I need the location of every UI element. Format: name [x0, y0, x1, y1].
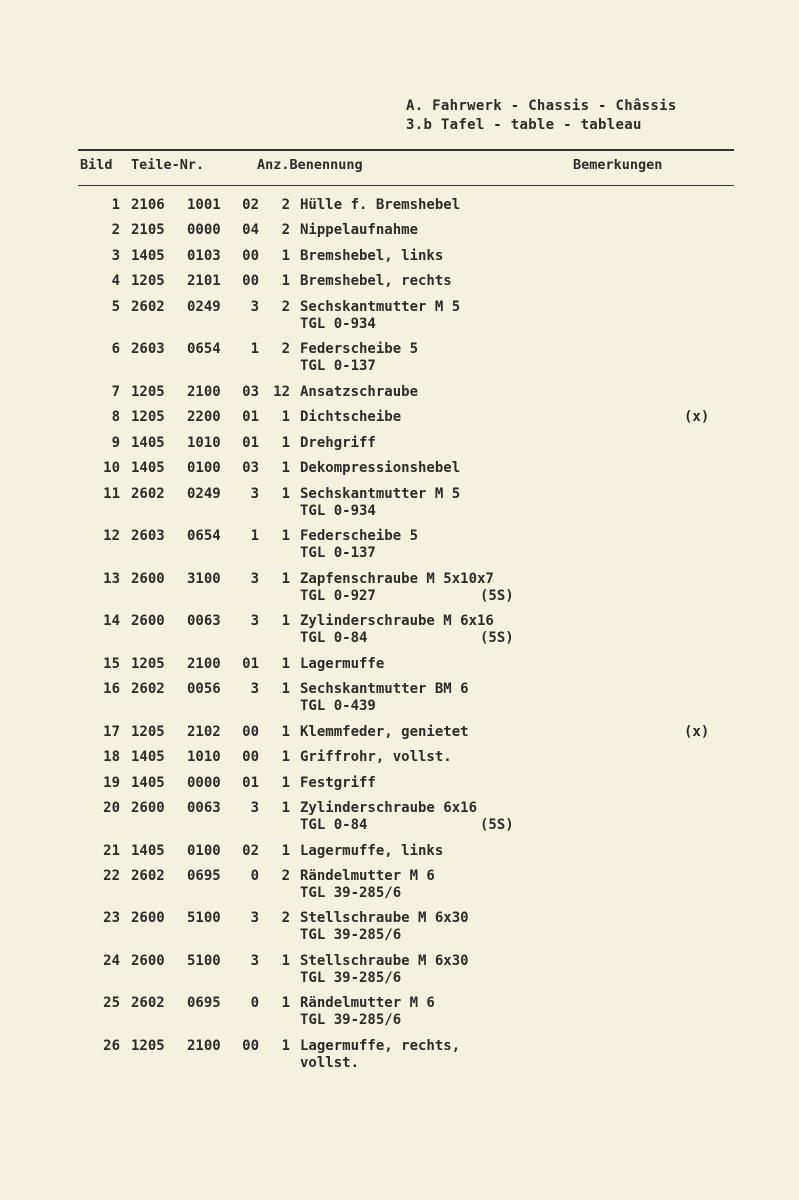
part-number-group-3: 0 [250, 995, 259, 1011]
part-designation [300, 341, 418, 375]
figure-number: 15 [103, 656, 120, 672]
part-number-group-3: 3 [250, 681, 259, 697]
header-rule-top [78, 149, 734, 151]
part-name: Zapfenschraube M 5x10x7 [300, 571, 494, 587]
part-number-group-2: 2100 [187, 384, 221, 400]
part-number-group-2: 0249 [187, 486, 221, 502]
part-name: Ansatzschraube [300, 384, 419, 400]
part-number-group-3: 3 [250, 613, 259, 629]
part-name: Zylinderschraube 6x16 [300, 800, 478, 816]
quantity: 1 [281, 273, 290, 289]
part-number-group-3: 04 [242, 222, 259, 238]
figure-number: 12 [103, 528, 120, 544]
part-standard: TGL 0-84 [300, 817, 368, 833]
part-name: Lagermuffe, rechts, [300, 1038, 461, 1054]
part-name: Nippelaufnahme [300, 222, 419, 238]
part-designation [300, 571, 514, 605]
figure-number: 10 [103, 460, 120, 476]
quantity: 1 [281, 571, 290, 587]
part-number-group-1: 1405 [131, 460, 165, 476]
figure-number: 22 [103, 868, 120, 884]
quantity: 1 [281, 843, 290, 859]
quantity: 2 [281, 341, 290, 357]
part-number-group-2: 0103 [187, 248, 221, 264]
part-number-group-1: 1205 [131, 1038, 165, 1054]
column-header-bemerkungen: Bemerkungen [573, 157, 663, 173]
quantity: 2 [281, 197, 290, 213]
part-number-group-2: 2102 [187, 724, 221, 740]
part-name: Sechskantmutter BM 6 [300, 681, 469, 697]
part-name: Klemmfeder, genietet [300, 724, 469, 740]
quantity: 1 [281, 435, 290, 451]
quantity: 1 [281, 460, 290, 476]
quantity: 1 [281, 995, 290, 1011]
figure-number: 9 [111, 435, 120, 451]
part-number-group-3: 02 [242, 197, 259, 213]
part-number-group-2: 1010 [187, 749, 221, 765]
part-standard: TGL 39-285/6 [300, 970, 402, 986]
figure-number: 23 [103, 910, 120, 926]
part-number-group-3: 1 [250, 528, 259, 544]
part-number-group-1: 2106 [131, 197, 165, 213]
part-designation [300, 248, 443, 265]
part-name: Dichtscheibe [300, 409, 402, 425]
quantity: 1 [281, 409, 290, 425]
part-number-group-3: 03 [242, 460, 259, 476]
part-designation [300, 409, 401, 426]
part-name: Stellschraube M 6x30 [300, 910, 469, 926]
part-number-group-2: 2100 [187, 1038, 221, 1054]
part-designation [300, 222, 418, 239]
part-number-group-2: 0695 [187, 995, 221, 1011]
part-number-group-3: 01 [242, 409, 259, 425]
part-name: Bremshebel, rechts [300, 273, 452, 289]
part-number-group-3: 1 [250, 341, 259, 357]
quantity: 1 [281, 656, 290, 672]
part-number-group-3: 3 [250, 486, 259, 502]
part-designation [300, 681, 469, 715]
part-number-group-1: 1405 [131, 749, 165, 765]
part-number-group-1: 1205 [131, 273, 165, 289]
quantity: 1 [281, 486, 290, 502]
part-number-group-1: 1405 [131, 435, 165, 451]
part-designation [300, 273, 452, 290]
part-designation [300, 995, 435, 1029]
part-number-group-1: 2603 [131, 341, 165, 357]
remark: (x) [684, 724, 710, 740]
part-name: Griffrohr, vollst. [300, 749, 452, 765]
part-designation [300, 724, 469, 741]
part-number-group-3: 00 [242, 1038, 259, 1054]
quantity: 1 [281, 749, 290, 765]
part-number-group-1: 2602 [131, 486, 165, 502]
part-name: Lagermuffe [300, 656, 385, 672]
part-number-group-1: 1405 [131, 775, 165, 791]
part-number-group-1: 1205 [131, 409, 165, 425]
part-designation [300, 435, 376, 452]
part-number-group-1: 2602 [131, 868, 165, 884]
part-number-group-2: 2100 [187, 656, 221, 672]
part-number-group-2: 0063 [187, 613, 221, 629]
figure-number: 6 [111, 341, 120, 357]
quantity: 12 [273, 384, 290, 400]
part-number-group-3: 3 [250, 910, 259, 926]
figure-number: 26 [103, 1038, 120, 1054]
header-rule-bottom [78, 185, 734, 186]
part-number-group-2: 0249 [187, 299, 221, 315]
part-name: Stellschraube M 6x30 [300, 953, 469, 969]
column-header-teile-nr: Teile-Nr. [131, 157, 205, 173]
quantity: 1 [281, 681, 290, 697]
part-designation [300, 775, 376, 792]
part-designation [300, 868, 435, 902]
part-designation [300, 528, 418, 562]
part-designation [300, 384, 418, 401]
part-standard: TGL 39-285/6 [300, 927, 402, 943]
part-number-group-3: 02 [242, 843, 259, 859]
part-number-group-1: 2603 [131, 528, 165, 544]
column-header-anz-benennung: Anz.Benennung [257, 157, 363, 173]
part-standard: TGL 0-137 [300, 545, 376, 561]
quantity: 1 [281, 528, 290, 544]
figure-number: 7 [111, 384, 120, 400]
part-standard: TGL 39-285/6 [300, 885, 402, 901]
part-number-group-2: 0695 [187, 868, 221, 884]
quantity: 2 [281, 868, 290, 884]
part-number-group-1: 2600 [131, 910, 165, 926]
part-standard: TGL 0-927 [300, 588, 376, 604]
part-number-group-1: 1205 [131, 724, 165, 740]
figure-number: 19 [103, 775, 120, 791]
section-title: A. Fahrwerk - Chassis - Châssis [406, 98, 677, 114]
part-standard: TGL 0-439 [300, 698, 376, 714]
part-name: Sechskantmutter M 5 [300, 299, 461, 315]
figure-number: 20 [103, 800, 120, 816]
part-name: Hülle f. Bremshebel [300, 197, 461, 213]
part-number-group-3: 03 [242, 384, 259, 400]
column-header-bild: Bild [80, 157, 113, 173]
part-number-group-3: 00 [242, 248, 259, 264]
figure-number: 21 [103, 843, 120, 859]
part-standard: vollst. [300, 1055, 360, 1071]
part-name: Lagermuffe, links [300, 843, 444, 859]
figure-number: 8 [111, 409, 120, 425]
part-designation [300, 460, 460, 477]
quantity: 2 [281, 910, 290, 926]
figure-number: 24 [103, 953, 120, 969]
part-number-group-1: 1405 [131, 248, 165, 264]
quantity: 1 [281, 1038, 290, 1054]
figure-number: 11 [103, 486, 120, 502]
remark: (x) [684, 409, 710, 425]
part-standard: TGL 0-934 [300, 503, 376, 519]
part-designation [300, 749, 452, 766]
part-designation [300, 197, 460, 214]
part-name: Zylinderschraube M 6x16 [300, 613, 494, 629]
figure-number: 1 [111, 197, 120, 213]
part-name: Rändelmutter M 6 [300, 868, 435, 884]
part-number-group-2: 0654 [187, 341, 221, 357]
part-number-group-2: 5100 [187, 953, 221, 969]
part-number-group-2: 0100 [187, 460, 221, 476]
quantity: 1 [281, 613, 290, 629]
part-number-group-3: 01 [242, 775, 259, 791]
part-number-group-2: 2200 [187, 409, 221, 425]
part-name: Dekompressionshebel [300, 460, 461, 476]
part-number-group-2: 3100 [187, 571, 221, 587]
part-number-group-3: 0 [250, 868, 259, 884]
part-standard: TGL 0-137 [300, 358, 376, 374]
part-designation [300, 1038, 460, 1072]
part-number-group-1: 2105 [131, 222, 165, 238]
part-number-group-2: 1010 [187, 435, 221, 451]
figure-number: 5 [111, 299, 120, 315]
figure-number: 13 [103, 571, 120, 587]
part-number-group-2: 0063 [187, 800, 221, 816]
part-name: Drehgriff [300, 435, 376, 451]
quantity: 2 [281, 222, 290, 238]
part-number-group-3: 3 [250, 571, 259, 587]
quantity: 1 [281, 800, 290, 816]
part-designation [300, 656, 384, 673]
strength-class-note: (5S) [480, 817, 514, 833]
part-number-group-2: 0654 [187, 528, 221, 544]
part-name: Federscheibe 5 [300, 528, 419, 544]
figure-number: 2 [111, 222, 120, 238]
figure-number: 14 [103, 613, 120, 629]
quantity: 1 [281, 953, 290, 969]
part-name: Rändelmutter M 6 [300, 995, 435, 1011]
part-designation [300, 910, 469, 944]
part-standard: TGL 0-84 [300, 630, 368, 646]
figure-number: 3 [111, 248, 120, 264]
part-standard: TGL 0-934 [300, 316, 376, 332]
part-standard: TGL 39-285/6 [300, 1012, 402, 1028]
part-number-group-1: 1205 [131, 384, 165, 400]
part-number-group-2: 1001 [187, 197, 221, 213]
part-designation [300, 299, 460, 333]
part-name: Bremshebel, links [300, 248, 444, 264]
part-number-group-1: 2602 [131, 681, 165, 697]
strength-class-note: (5S) [480, 588, 514, 604]
part-number-group-1: 1205 [131, 656, 165, 672]
part-number-group-3: 3 [250, 953, 259, 969]
part-number-group-1: 2602 [131, 299, 165, 315]
part-number-group-2: 0100 [187, 843, 221, 859]
quantity: 1 [281, 775, 290, 791]
part-designation [300, 800, 514, 834]
part-number-group-2: 0000 [187, 775, 221, 791]
part-designation [300, 843, 443, 860]
part-number-group-1: 2600 [131, 800, 165, 816]
part-number-group-3: 00 [242, 273, 259, 289]
part-number-group-2: 5100 [187, 910, 221, 926]
strength-class-note: (5S) [480, 630, 514, 646]
figure-number: 16 [103, 681, 120, 697]
part-number-group-3: 01 [242, 656, 259, 672]
part-number-group-1: 2600 [131, 953, 165, 969]
part-name: Festgriff [300, 775, 376, 791]
part-number-group-1: 1405 [131, 843, 165, 859]
quantity: 1 [281, 248, 290, 264]
table-subtitle: 3.b Tafel - table - tableau [406, 117, 642, 133]
part-number-group-1: 2600 [131, 571, 165, 587]
figure-number: 25 [103, 995, 120, 1011]
part-number-group-2: 2101 [187, 273, 221, 289]
part-number-group-3: 3 [250, 800, 259, 816]
quantity: 2 [281, 299, 290, 315]
part-number-group-2: 0000 [187, 222, 221, 238]
part-number-group-3: 01 [242, 435, 259, 451]
part-name: Sechskantmutter M 5 [300, 486, 461, 502]
part-number-group-3: 3 [250, 299, 259, 315]
part-number-group-3: 00 [242, 724, 259, 740]
part-name: Federscheibe 5 [300, 341, 419, 357]
part-designation [300, 486, 460, 520]
quantity: 1 [281, 724, 290, 740]
part-number-group-1: 2602 [131, 995, 165, 1011]
part-designation [300, 613, 514, 647]
part-number-group-2: 0056 [187, 681, 221, 697]
part-designation [300, 953, 469, 987]
part-number-group-1: 2600 [131, 613, 165, 629]
figure-number: 17 [103, 724, 120, 740]
part-number-group-3: 00 [242, 749, 259, 765]
figure-number: 4 [111, 273, 120, 289]
figure-number: 18 [103, 749, 120, 765]
